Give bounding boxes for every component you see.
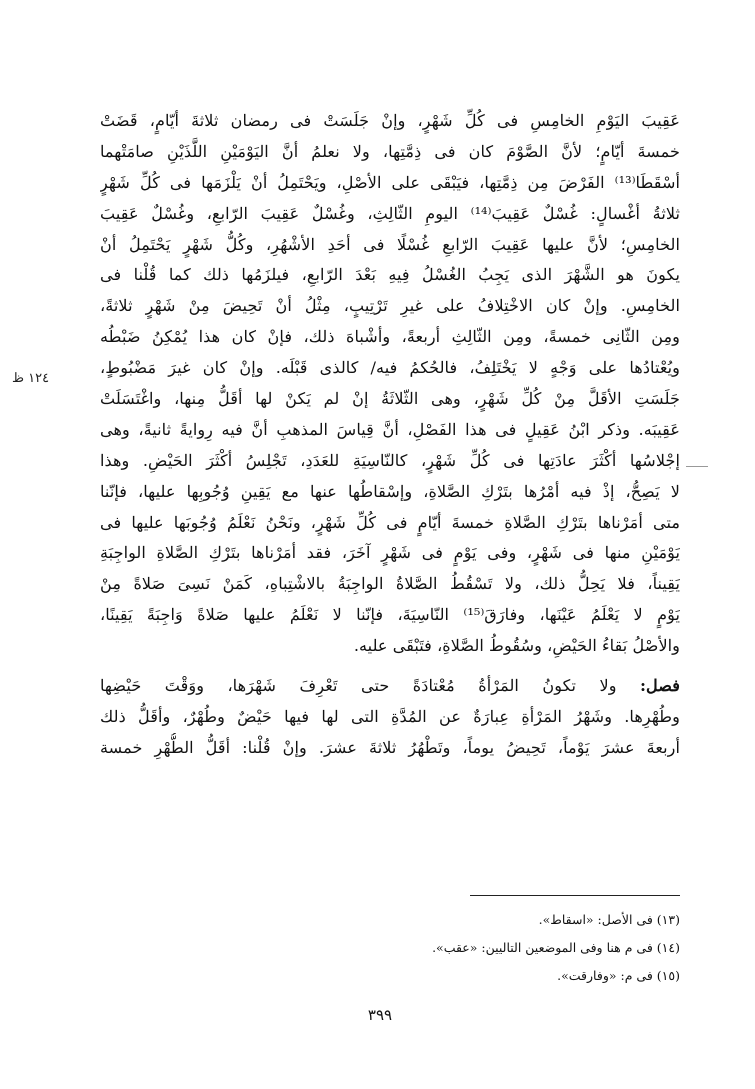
main-text (100, 106, 680, 764)
text-line: لا يَصِحُّ، إذْ فيه أمْرُها بتَرْكِ الصَّلاةِ، وإسْقاطُها عنها مع يَقِينِ وُجُوبِها عليها، فإنّنا (100, 481, 680, 501)
text-line: عَقِيبَه. وذكر ابْنُ عَقِيلٍ فى هذا الفَصْلِ، أنَّ قِياسَ المذهبِ أنَّ فيه رِوايةً ثانيةً، وهى (100, 419, 680, 439)
margin-folio-note: ١٢٤ ظ (12, 371, 50, 386)
text-line: ومِن الثّانِى خمسةً، ومِن الثّالِثِ أربعةً، وأشْباهَ ذلك، فإنْ كان هذا يُمْكِنُ ضَبْطُه (100, 327, 680, 347)
footnote-divider (470, 895, 680, 896)
text-line: يكونَ هو الشَّهْرَ الذى يَجِبُ الغُسْلُ فِيهِ بَعْدَ الرّابعِ، فيلزَمُها ذلك كما قُلْنا فى (100, 265, 680, 285)
footnote: (١٤) فى م هنا وفى الموضعين التاليين: «عقب». (432, 940, 680, 955)
footnotes (150, 906, 680, 990)
text-line: متى أمَرْناها بتَرْكِ الصَّلاةِ خمسةَ أيّامٍ فى كُلِّ شَهْرٍ، ونَحْنُ نَعْلَمُ وُجُوبَها عليها فى (100, 512, 680, 532)
text-line: ثلاثةُ أغْسالٍ: غُسْلٌ عَقِيبَ⁽¹⁴⁾ اليومِ الثّالِثِ، وغُسْلٌ عَقِيبَ الرّابعِ، وغُسْلٌ عَقِيبَ (100, 203, 680, 223)
text-line: خمسةَ أيّامٍ؛ لأنَّ الصَّوْمَ كان فى ذِمَّتِها، ولا نعلمُ أنَّ اليَوْمَيْنِ اللَّذَيْنِ صامَتْهما (100, 141, 680, 161)
text-line: جَلَسَتِ الأقَلَّ مِنْ كُلِّ شَهْرٍ، وهى الثّلاثَةُ إنْ لم يَكنْ لها أقَلُّ مِنها، واغْتَسَلَتْ (100, 389, 680, 409)
text-line: أسْقَطَا⁽¹³⁾ الفَرْضَ مِن ذِمَّتِها، فيَبْقَى على الأصْلِ، ويَحْتَمِلُ أنْ يَلْزَمَها فى كُلِّ شَهْرٍ (100, 172, 680, 192)
text-line (100, 671, 680, 702)
text-line: يَوْمٍ لا يَعْلَمُ عَيْنَها، وفارَقَ⁽¹⁵⁾ النّاسِيَةَ، فإنّنا لا نَعْلَمُ عليها صَلاةً وَاجِبَةً يَقِينًا، (100, 605, 680, 625)
footnote: (١٥) فى م: «وفارقت». (557, 968, 680, 983)
text-line: وطُهْرِها. وشَهْرُ المَرْأةِ عِبارَةٌ عن المُدَّةِ التى لها فيها حَيْضٌ وطُهْرٌ، وأقَلُّ ذلك (100, 706, 680, 726)
text-line: عَقِيبَ اليَوْمِ الخامِسِ فى كُلِّ شَهْرٍ، وإنْ جَلَسَتْ فى رمضان ثلاثةَ أيّامٍ، قَضَتْ (100, 111, 680, 130)
text-line: أربعةَ عشرَ يَوْماً، تَحِيضُ يوماً، وتَطْهُرُ ثلاثةَ عشرَ. وإنْ قُلْنا: أقَلُّ الطُّهْرِ خمسة (100, 737, 680, 757)
paragraph-1 (100, 106, 680, 662)
text-line-rest: ولا تكونُ المَرْأةُ مُعْتادَةً حتى تَعْرِفَ شَهْرَها، ووَقْتَ حَيْضِها (100, 676, 617, 696)
paragraph-2 (100, 671, 680, 764)
text-line: يَقِيناً، فلا يَحِلُّ ذلك، ولا تَسْقُطُ الصَّلاةُ الواجِبَةُ بالاشْتِباهِ، كَمَنْ نَسِىَ صَلاةً مِنْ (100, 574, 680, 594)
text-line: الخامِسِ. وإنْ كان الاخْتِلافُ على غيرِ تَرْتِيبٍ، مِثْلُ أنْ تَحِيضَ مِنْ شَهْرٍ ثلاثةً، (100, 296, 680, 316)
margin-tick (686, 466, 708, 467)
text-line: ويُعْتادُها على وَجْهٍ لا يَخْتَلِفُ، فالحُكمُ فيه/ كالذى قَبْلَه. وإنْ كان غيرَ مَضْبُوطٍ، (100, 358, 680, 378)
page-number: ٣٩٩ (367, 1006, 393, 1024)
paragraph-gap (100, 662, 680, 671)
text-line: إجْلاسُها أكْثَرَ عادَتِها فى كُلِّ شَهْرٍ، كالنّاسِيَةِ للعَدَدِ، تَجْلِسُ أكْثَرَ الحَيْضِ. وهذا (100, 450, 680, 470)
text-line: والأصْلُ بَقاءُ الحَيْضِ، وسُقُوطُ الصَّلاةِ، فتَبْقَى عليه. (353, 636, 680, 656)
text-line: الخامِسِ؛ لأنَّ عليها عَقِيبَ الرّابعِ غُسْلًا فى أحَدِ الأشْهُرِ، وكُلُّ شَهْرٍ يَحْتَمِلُ أنْ (100, 234, 680, 254)
section-label: فصل: (639, 676, 680, 696)
text-line: يَوْمَيْنِ منها فى شَهْرٍ، وفى يَوْمٍ فى شَهْرٍ آخَرَ، فقد أمَرْناها بتَرْكِ الصَّلاةِ الواجِبَةِ (100, 543, 680, 563)
footnote: (١٣) فى الأصل: «اسقاط». (538, 912, 680, 927)
